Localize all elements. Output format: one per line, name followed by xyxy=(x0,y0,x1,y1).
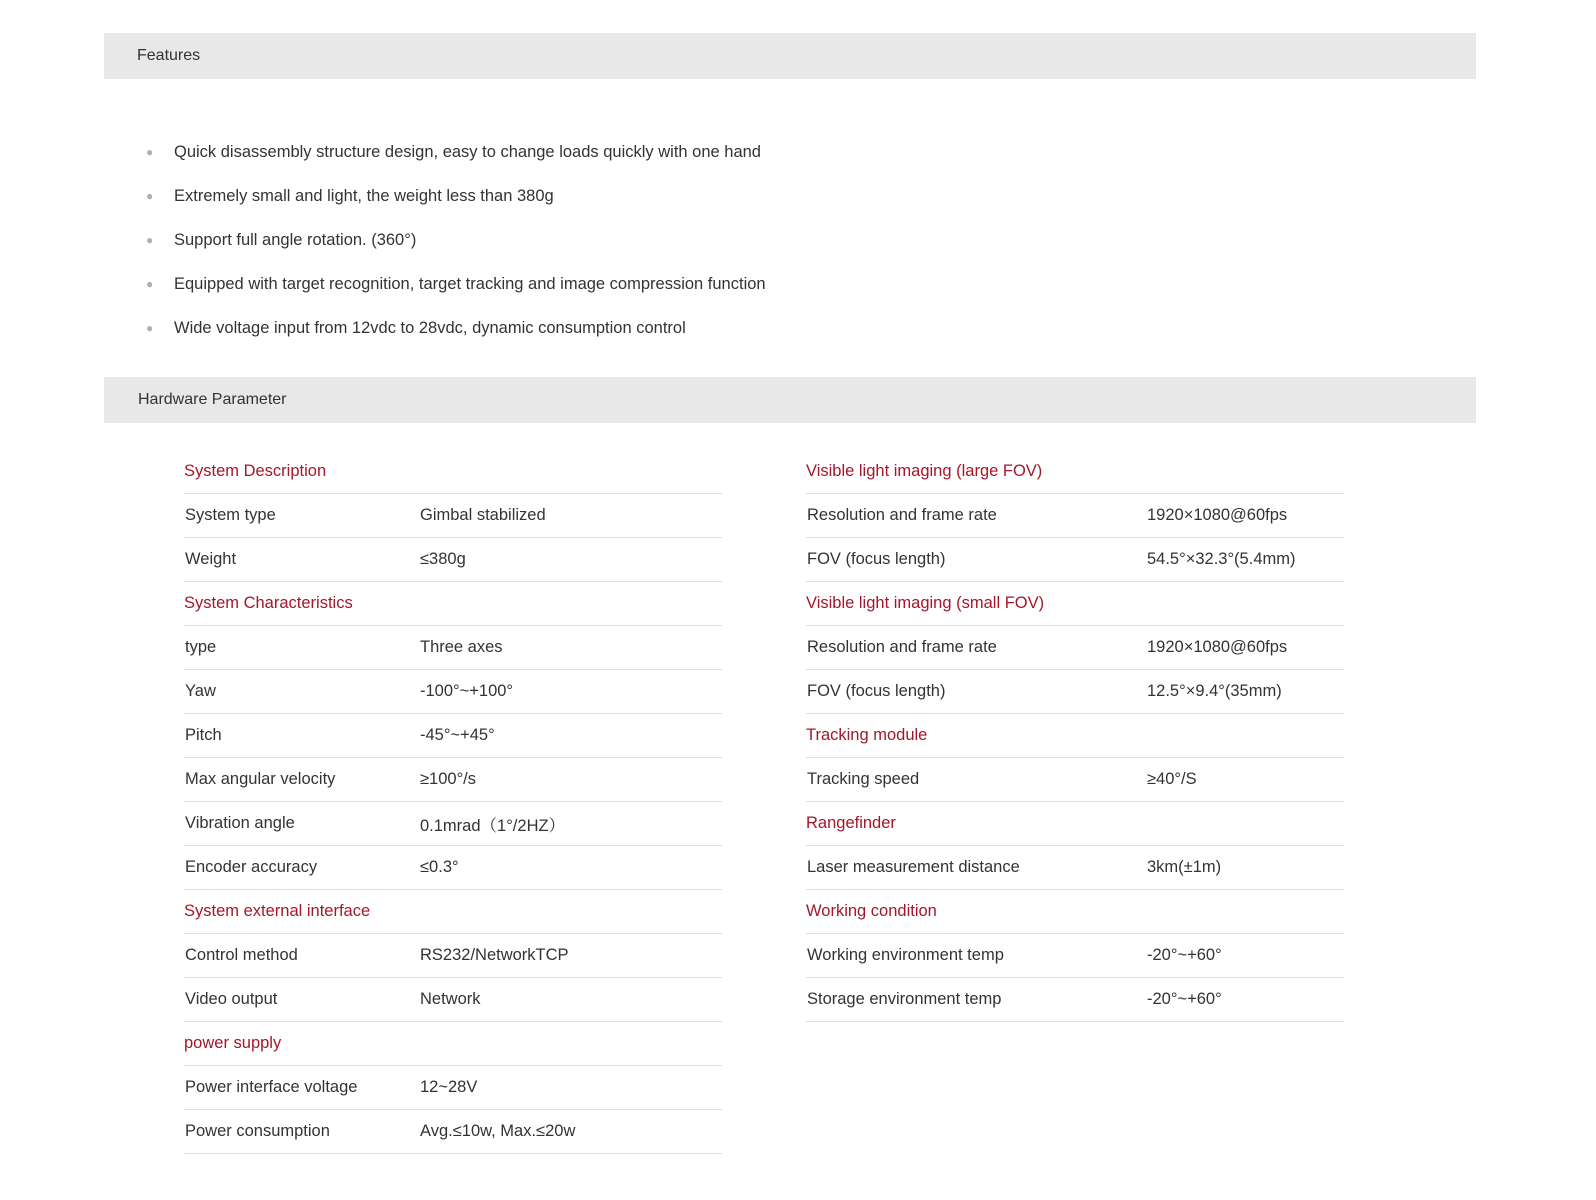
group-heading: Rangefinder xyxy=(806,802,1344,846)
bullet-icon: ● xyxy=(146,233,154,247)
param-value: 0.1mrad（1°/2HZ） xyxy=(420,816,566,835)
param-row xyxy=(806,626,1344,670)
param-value: Three axes xyxy=(420,638,503,656)
hardware-title: Hardware Parameter xyxy=(138,391,287,408)
param-value: Network xyxy=(420,990,481,1008)
bullet-icon: ● xyxy=(146,189,154,203)
param-row xyxy=(806,934,1344,978)
param-row xyxy=(806,846,1344,890)
param-label: Power interface voltage xyxy=(185,1078,358,1096)
param-value: ≤0.3° xyxy=(420,858,459,876)
feature-text: Extremely small and light, the weight less than 380g xyxy=(174,186,554,205)
param-row xyxy=(184,1110,722,1154)
feature-item xyxy=(146,130,1046,174)
features-section-header xyxy=(104,33,1476,79)
param-value: -100°~+100° xyxy=(420,682,514,700)
feature-list xyxy=(146,130,1046,350)
param-label: Tracking speed xyxy=(807,770,920,788)
feature-item xyxy=(146,174,1046,218)
group-heading: Tracking module xyxy=(806,714,1344,758)
param-label: Resolution and frame rate xyxy=(807,638,997,656)
param-label: Laser measurement distance xyxy=(807,858,1020,876)
param-value: ≤380g xyxy=(420,550,466,568)
param-value: Gimbal stabilized xyxy=(420,506,546,524)
feature-text: Quick disassembly structure design, easy to change loads quickly with one hand xyxy=(174,142,761,161)
param-label: type xyxy=(185,638,217,656)
param-value: ≥100°/s xyxy=(420,770,477,788)
param-row xyxy=(806,978,1344,1022)
group-heading: System Description xyxy=(184,450,722,494)
group-heading: Working condition xyxy=(806,890,1344,934)
bullet-icon: ● xyxy=(146,145,154,159)
param-label: Storage environment temp xyxy=(807,990,1002,1008)
param-label: Resolution and frame rate xyxy=(807,506,997,524)
param-value: Avg.≤10w, Max.≤20w xyxy=(420,1122,576,1140)
group-heading: power supply xyxy=(184,1022,722,1066)
param-row xyxy=(806,494,1344,538)
feature-text: Support full angle rotation. (360°) xyxy=(174,230,417,249)
param-row xyxy=(184,978,722,1022)
param-row xyxy=(184,714,722,758)
param-value: -20°~+60° xyxy=(1147,990,1222,1008)
group-heading: Visible light imaging (large FOV) xyxy=(806,450,1344,494)
param-label: Video output xyxy=(185,990,278,1008)
param-row xyxy=(184,538,722,582)
param-row xyxy=(806,538,1344,582)
param-value: ≥40°/S xyxy=(1147,770,1197,788)
param-value: 12~28V xyxy=(420,1078,478,1096)
feature-item xyxy=(146,218,1046,262)
param-label: Power consumption xyxy=(185,1122,330,1140)
group-heading: Visible light imaging (small FOV) xyxy=(806,582,1344,626)
bullet-icon: ● xyxy=(146,277,154,291)
group-heading: System Characteristics xyxy=(184,582,722,626)
feature-item xyxy=(146,306,1046,350)
param-value: 12.5°×9.4°(35mm) xyxy=(1147,682,1282,700)
feature-text: Equipped with target recognition, target tracking and image compression function xyxy=(174,274,766,293)
feature-text: Wide voltage input from 12vdc to 28vdc, dynamic consumption control xyxy=(174,318,686,337)
param-value: RS232/NetworkTCP xyxy=(420,946,569,964)
param-value: 1920×1080@60fps xyxy=(1147,638,1288,656)
param-row xyxy=(184,934,722,978)
param-value: 3km(±1m) xyxy=(1147,858,1222,876)
features-title: Features xyxy=(137,47,201,64)
feature-item xyxy=(146,262,1046,306)
param-row xyxy=(184,494,722,538)
param-row xyxy=(806,758,1344,802)
param-row xyxy=(184,802,722,846)
group-heading: System external interface xyxy=(184,890,722,934)
param-row xyxy=(184,670,722,714)
bullet-icon: ● xyxy=(146,321,154,335)
param-label: FOV (focus length) xyxy=(807,550,946,568)
param-table-right xyxy=(806,450,1344,1022)
param-label: Yaw xyxy=(185,682,216,700)
param-label: Encoder accuracy xyxy=(185,858,318,876)
param-label: FOV (focus length) xyxy=(807,682,946,700)
param-row xyxy=(184,758,722,802)
param-label: System type xyxy=(185,506,276,524)
param-label: Working environment temp xyxy=(807,946,1004,964)
param-label: Vibration angle xyxy=(185,814,295,832)
param-label: Max angular velocity xyxy=(185,770,336,788)
param-label: Weight xyxy=(185,550,237,568)
hardware-section-header xyxy=(104,377,1476,423)
param-row xyxy=(184,1066,722,1110)
param-value: 54.5°×32.3°(5.4mm) xyxy=(1147,550,1296,568)
param-value: -45°~+45° xyxy=(420,726,495,744)
param-value: 1920×1080@60fps xyxy=(1147,506,1288,524)
param-label: Pitch xyxy=(185,726,222,744)
param-table-left xyxy=(184,450,722,1154)
param-row xyxy=(184,846,722,890)
param-value: -20°~+60° xyxy=(1147,946,1222,964)
param-label: Control method xyxy=(185,946,298,964)
param-row xyxy=(806,670,1344,714)
param-row xyxy=(184,626,722,670)
